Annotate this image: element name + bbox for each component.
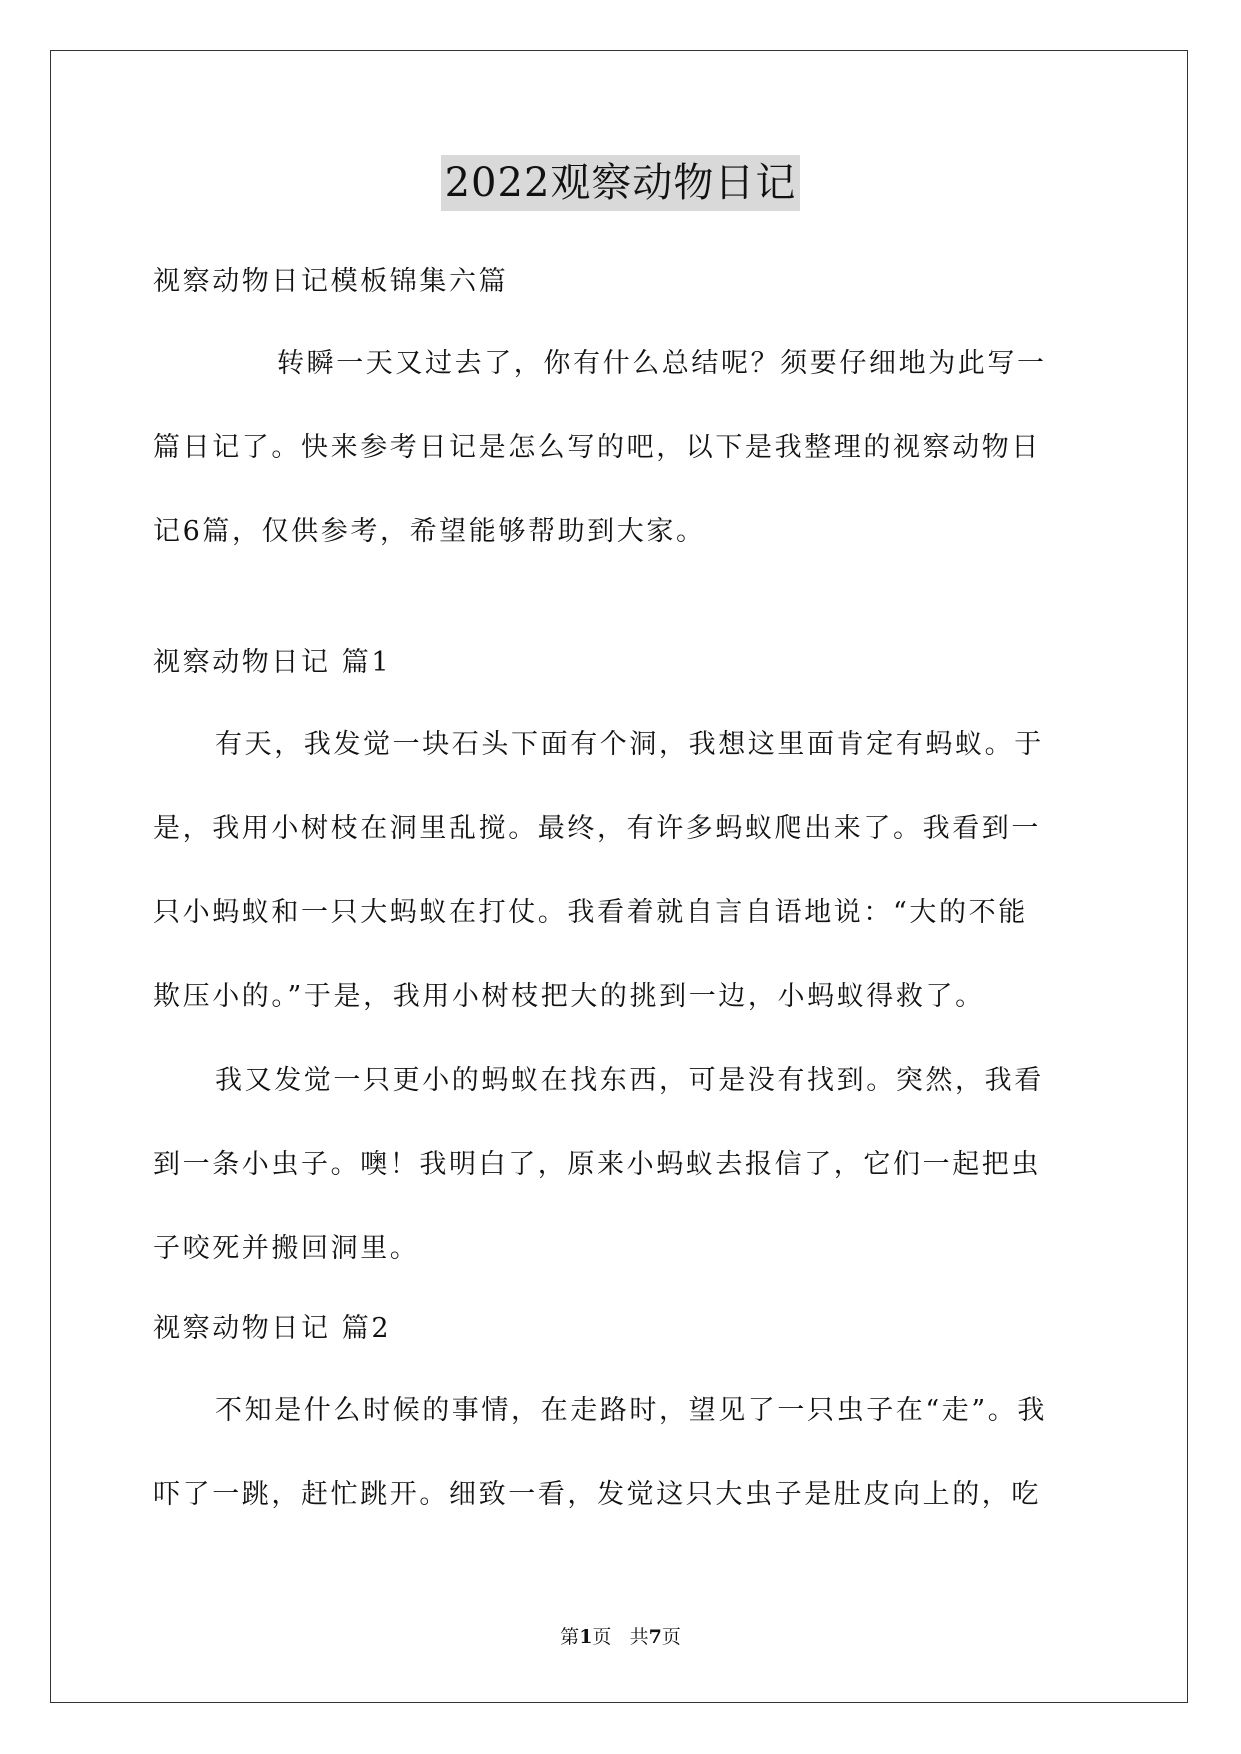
paragraph-line: 不知是什么时候的事情，在走路时，望见了一只虫子在“走”。我 bbox=[215, 1395, 1048, 1426]
page-prefix: 第 bbox=[560, 1626, 580, 1648]
total-prefix: 共 bbox=[629, 1626, 649, 1648]
section-heading: 视察动物日记 篇2 bbox=[153, 1313, 392, 1344]
document-title: 2022观察动物日记 bbox=[441, 155, 801, 211]
paragraph-line: 欺压小的。”于是，我用小树枝把大的挑到一边，小蚂蚁得救了。 bbox=[153, 981, 985, 1012]
document-subtitle: 视察动物日记模板锦集六篇 bbox=[153, 266, 509, 297]
section-heading: 视察动物日记 篇1 bbox=[153, 647, 392, 678]
page-footer bbox=[0, 1624, 1241, 1650]
paragraph-line: 有天，我发觉一块石头下面有个洞，我想这里面肯定有蚂蚁。于 bbox=[215, 729, 1044, 760]
document-body bbox=[153, 263, 1091, 1513]
paragraph-line: 吓了一跳，赶忙跳开。细致一看，发觉这只大虫子是肚皮向上的，吃 bbox=[153, 1479, 1041, 1510]
paragraph-line: 子咬死并搬回洞里。 bbox=[153, 1233, 420, 1264]
paragraph-line: 是，我用小树枝在洞里乱搅。最终，有许多蚂蚁爬出来了。我看到一 bbox=[153, 813, 1041, 844]
paragraph-line: 到一条小虫子。噢！我明白了，原来小蚂蚁去报信了，它们一起把虫 bbox=[153, 1149, 1041, 1180]
intro-line: 篇日记了。快来参考日记是怎么写的吧，以下是我整理的视察动物日 bbox=[153, 432, 1041, 463]
page-suffix: 页 bbox=[592, 1626, 612, 1648]
paragraph-line: 只小蚂蚁和一只大蚂蚁在打仗。我看着就自言自语地说：“大的不能 bbox=[153, 897, 1028, 928]
title-container bbox=[0, 155, 1241, 211]
total-suffix: 页 bbox=[661, 1626, 681, 1648]
paragraph-line: 我又发觉一只更小的蚂蚁在找东西，可是没有找到。突然，我看 bbox=[215, 1065, 1044, 1096]
intro-line: 转瞬一天又过去了，你有什么总结呢？须要仔细地为此写一 bbox=[277, 348, 1047, 379]
intro-line: 记6篇，仅供参考，希望能够帮助到大家。 bbox=[153, 516, 706, 547]
page-number: 1 bbox=[579, 1626, 593, 1648]
total-pages: 7 bbox=[648, 1626, 662, 1648]
